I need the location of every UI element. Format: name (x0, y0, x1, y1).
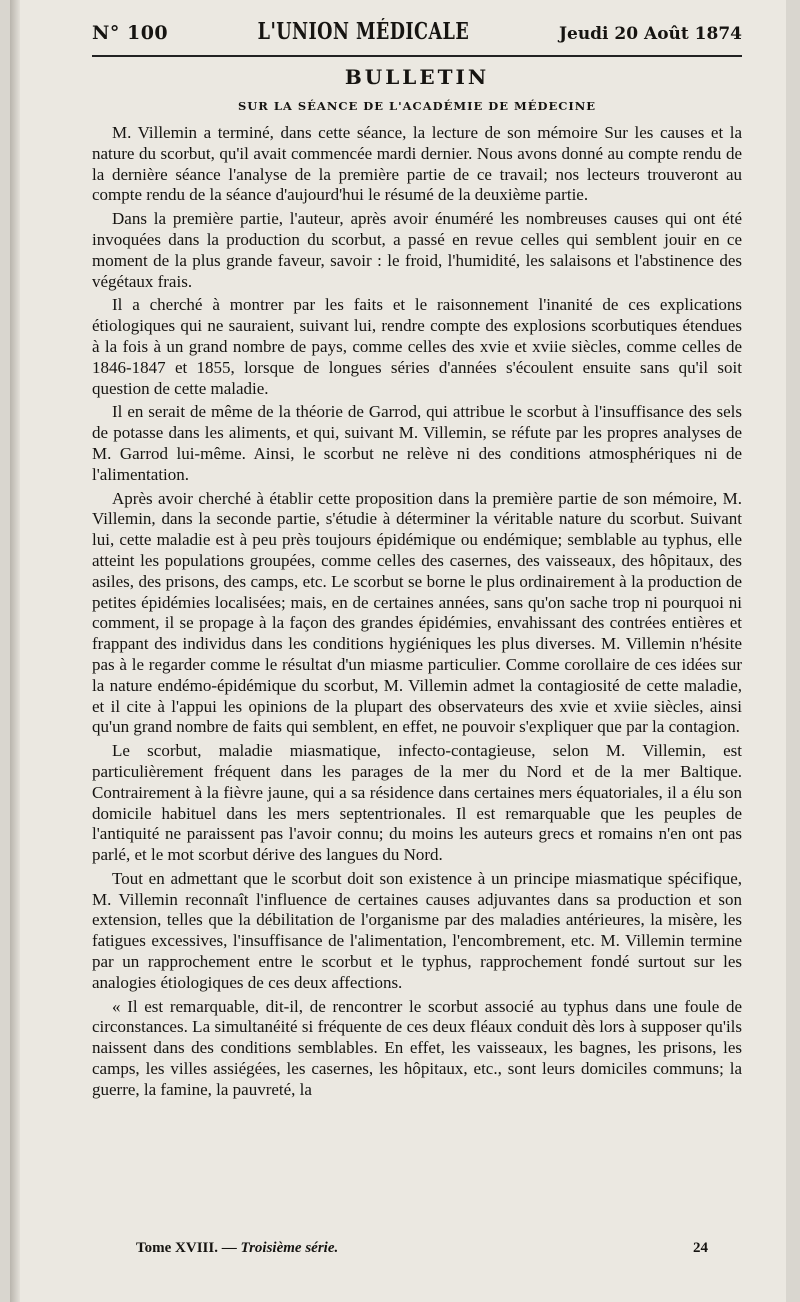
article-body (92, 123, 742, 1101)
journal-page (10, 0, 786, 1302)
issue-date: Jeudi 20 Août 1874 (558, 24, 742, 44)
paragraph-8: « Il est remarquable, dit-il, de rencontrer le scorbut associé au typhus dans une foule de circonstances. La simultanéité si fréquente de ces deux fléaux conduit dès lors à supposer qu'ils naissent dans des conditions semblables. En effet, les vaisseaux, les bagnes, les prisons, les camps, les villes assiégées, les casernes, les hôpitaux, etc., sont leurs domiciles communs; la guerre, la famine, la pauvreté, la (92, 996, 742, 1099)
page-header (92, 18, 742, 45)
paragraph-1: M. Villemin a terminé, dans cette séance, la lecture de son mémoire Sur les causes et la nature du scorbut, qu'il avait commencée mardi dernier. Nous avons donné au compte rendu de la dernière séance l'analyse de la première partie de ce travail; nos lecteurs trouveront au compte rendu de la séance d'aujourd'hui le résumé de la deuxième partie. (92, 123, 742, 205)
page-footer (136, 1240, 708, 1257)
paragraph-4: Il en serait de même de la théorie de Garrod, qui attribue le scorbut à l'insuffisance des sels de potasse dans les aliments, et qui, suivant M. Villemin, se réfute par les propres analyses de M. Garrod lui-même. Ainsi, le scorbut ne relève ni des conditions atmosphériques ni de l'alimentation. (92, 402, 742, 484)
paragraph-7: Tout en admettant que le scorbut doit son existence à un principe miasmatique spécifique, M. Villemin reconnaît l'influence de certaines causes adjuvantes dans sa production et son extension, telles que la débilitation de l'organisme par des maladies antérieures, la misère, les fatigues excessives, l'insuffisance de l'alimentation, l'encombrement, etc. M. Villemin termine par un rapprochement entre le scorbut et le typhus, rapprochement fondé surtout sur les analogies étiologiques de ces deux affections. (92, 868, 742, 992)
paragraph-5: Après avoir cherché à établir cette proposition dans la première partie de son mémoire, M. Villemin, dans la seconde partie, s'étudie à déterminer la véritable nature du scorbut. Suivant lui, cette maladie est à peu près toujours épidémique ou endémique; semblable au typhus, elle atteint les populations groupées, comme celles des casernes, des vaisseaux, des hôpitaux, des asiles, des prisons, des camps, etc. Le scorbut se borne le plus ordinairement à la production de petites épidémies localisées; mais, en de certaines années, sans qu'on sache trop ni pourquoi ni comment, il se propage à la façon des grandes épidémies, envahissant des contrées entières et frappant des individus dans les conditions hygiéniques les plus diverses. M. Villemin n'hésite pas à le regarder comme le résultat d'un miasme particulier. Comme corollaire de ces idées sur la nature endémo-épidémique du scorbut, M. Villemin admet la contagiosité de cette maladie, et il cite à l'appui les opinions de la plupart des observateurs des xvie et xviie siècles, ainsi qu'un grand nombre de faits qui semblent, en effet, ne pouvoir s'expliquer que par la contagion. (92, 488, 742, 737)
bulletin-title: BULLETIN (344, 65, 490, 89)
header-rule (92, 55, 742, 57)
footer-volume (136, 1240, 338, 1257)
footer-signature: 24 (693, 1240, 708, 1256)
journal-title: L'UNION MÉDICALE (257, 18, 470, 45)
issue-number: N° 100 (92, 22, 169, 44)
paragraph-6: Le scorbut, maladie miasmatique, infecto-contagieuse, selon M. Villemin, est particulièrement fréquent dans les parages de la mer du Nord et de la mer Baltique. Contrairement à la fièvre jaune, qui a sa résidence dans certaines mers équatoriales, il a élu son domicile habituel dans les mers septentrionales. Il est remarquable que les peuples de l'antiquité ne paraissent pas l'avoir connu; du moins les auteurs grecs et romains n'en ont pas parlé, et le mot scorbut dérive des langues du Nord. (92, 741, 742, 865)
page-binding-edge (10, 0, 20, 1302)
paragraph-2: Dans la première partie, l'auteur, après avoir énuméré les nombreuses causes qui ont été invoquées dans la production du scorbut, a passé en revue celles qui semblent jouir en ce moment de la plus grande faveur, savoir : le froid, l'humidité, les salaisons et l'abstinence des végétaux frais. (92, 209, 742, 291)
bulletin-subtitle: SUR LA SÉANCE DE L'ACADÉMIE DE MÉDECINE (237, 99, 597, 113)
footer-tome: Tome XVIII. — (136, 1240, 237, 1256)
paragraph-3: Il a cherché à montrer par les faits et le raisonnement l'inanité de ces explications étiologiques qui ne sauraient, suivant lui, rendre compte des explosions scorbutiques étendues à la fois à un grand nombre de pays, comme celles des xvie et xviie siècles, comme celles de 1846-1847 et 1855, lorsque de longues séries d'années s'écoulent ensuite sans qu'il soit question de cette maladie. (92, 295, 742, 398)
footer-series: Troisième série. (240, 1240, 339, 1256)
